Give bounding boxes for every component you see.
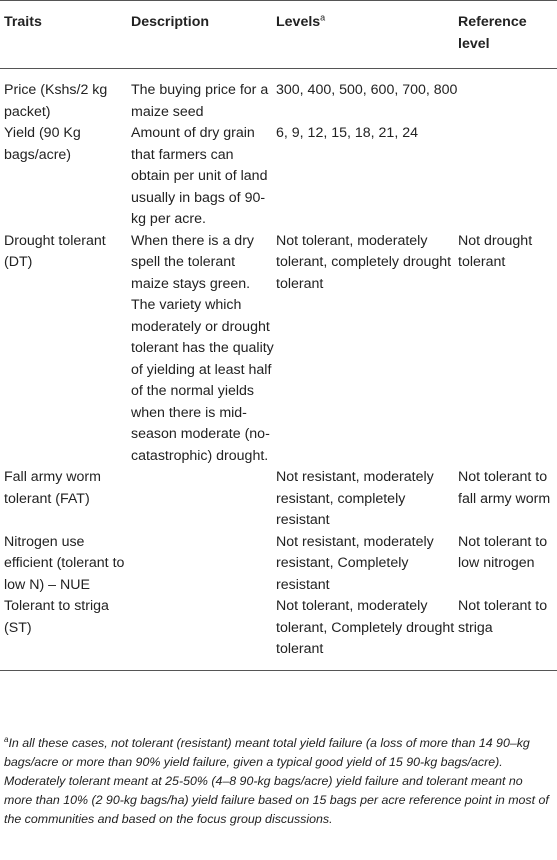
header-traits: Traits: [0, 1, 131, 69]
cell-trait: Drought tolerant (DT): [4, 232, 106, 270]
cell-reference: Not tolerant to striga: [458, 596, 557, 670]
table-row-drought-tolerant: [0, 231, 557, 468]
footnote-text: In all these cases, not tolerant (resistant) meant total yield failure (a loss of more than 14 90–kg bags/acre or more than 90% yield failure, given a typical good yield of 15 90-kg bags/acre). Moderately tolerant meant at 25-50% (4–8 90-kg bags/acre) yield failure and tolerant meant no more than 10% (2 90-kg bags/ha) yield failure based on 15 bags per acre reference point in most of the communities and based on the focus group discussions.: [4, 736, 549, 826]
table-row-yield: [0, 123, 557, 231]
cell-description: [131, 532, 276, 597]
footnote-marker: a: [4, 734, 9, 744]
table-row-striga: [0, 596, 557, 670]
table-header-row: [0, 1, 557, 69]
cell-levels: Not resistant, moderately resistant, completely resistant: [276, 469, 434, 528]
cell-levels: Not tolerant, moderately tolerant, Completely drought tolerant: [276, 596, 458, 670]
table-row-price: [0, 69, 557, 124]
cell-trait: Yield (90 Kg bags/acre): [4, 125, 81, 163]
cell-reference: Not tolerant to fall army worm: [458, 469, 551, 507]
cell-levels: Not tolerant, moderately tolerant, completely drought tolerant: [276, 232, 452, 292]
cell-trait: Tolerant to striga (ST): [0, 596, 131, 670]
cell-reference: Not drought tolerant: [458, 232, 533, 270]
table-row-nitrogen-use: [0, 532, 557, 597]
header-description: Description: [131, 1, 276, 69]
header-levels-label: Levels: [276, 14, 321, 30]
header-reference-level: Reference level: [458, 1, 557, 69]
cell-description: [131, 596, 276, 670]
cell-reference: Not tolerant to low nitrogen: [458, 533, 548, 571]
table-footnote: [4, 734, 552, 829]
cell-trait: Price (Kshs/2 kg packet): [4, 82, 108, 120]
table-row-fall-army-worm: [0, 467, 557, 532]
cell-reference: [458, 123, 557, 231]
header-levels-footnote-marker: a: [320, 12, 326, 23]
cell-levels: 6, 9, 12, 15, 18, 21, 24: [276, 125, 418, 141]
cell-description: The buying price for a maize seed: [131, 82, 269, 120]
cell-description: [131, 467, 276, 532]
header-levels: [276, 1, 458, 69]
cell-description: When there is a dry spell the tolerant maize stays green. The variety which moderately or drought tolerant has the quality of yielding at least half of the normal yields when there is mid-season moderate (no-catastrophic) drought.: [131, 232, 274, 464]
cell-description: Amount of dry grain that farmers can obtain per unit of land usually in bags of 90-kg per acre.: [131, 125, 268, 227]
cell-trait: Nitrogen use efficient (tolerant to low N) – NUE: [4, 533, 125, 593]
cell-reference: [458, 69, 557, 124]
cell-levels: 300, 400, 500, 600, 700, 800: [276, 82, 458, 98]
cell-trait: Fall army worm tolerant (FAT): [4, 469, 101, 507]
cell-levels: Not resistant, moderately resistant, Completely resistant: [276, 533, 434, 593]
